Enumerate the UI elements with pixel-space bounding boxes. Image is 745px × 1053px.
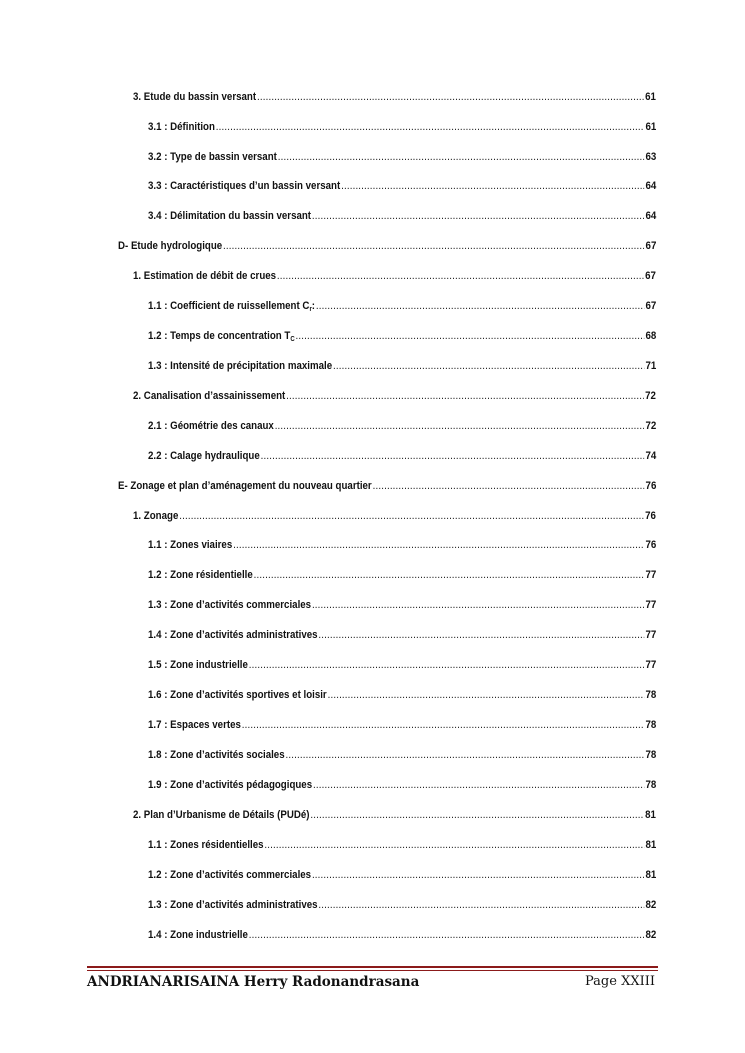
toc-entry-title: 1.8 : Zone d’activités sociales xyxy=(148,749,285,761)
dot-leader xyxy=(179,509,644,523)
toc-entry-page: 76 xyxy=(645,539,657,551)
dot-leader xyxy=(216,120,645,134)
toc-entry-page: 78 xyxy=(645,779,657,791)
dot-leader xyxy=(223,239,645,253)
toc-entry[interactable] xyxy=(148,329,656,347)
toc-entry-page: 82 xyxy=(645,929,657,941)
toc-entry-title: 1.7 : Espaces vertes xyxy=(148,719,241,731)
toc-entry-page: 78 xyxy=(645,719,657,731)
toc-entry-title: 1. Zonage xyxy=(133,510,179,522)
toc-entry-title xyxy=(148,299,315,317)
footer-author: ANDRIANARISAINA Herry Radonandrasana xyxy=(87,974,420,990)
toc-entry-title: 1.2 : Zone résidentielle xyxy=(148,569,253,581)
dot-leader xyxy=(249,658,645,672)
toc-entry-page: 64 xyxy=(645,210,657,222)
toc-entry-page: 77 xyxy=(645,629,657,641)
toc-entry[interactable] xyxy=(148,598,656,612)
toc-entry-page: 77 xyxy=(645,659,657,671)
toc-entry-title: 2.2 : Calage hydraulique xyxy=(148,450,260,462)
toc-entry[interactable] xyxy=(148,868,656,882)
toc-entry[interactable] xyxy=(133,90,656,104)
dot-leader xyxy=(310,808,644,822)
dot-leader xyxy=(296,329,645,343)
toc-entry-title: 2.1 : Géométrie des canaux xyxy=(148,420,274,432)
toc-entry-page: 81 xyxy=(645,809,656,821)
toc-entry-title: 1.1 : Zones résidentielles xyxy=(148,839,264,851)
toc-entry[interactable] xyxy=(148,688,656,702)
toc-entry-title: 1.9 : Zone d’activités pédagogiques xyxy=(148,779,313,791)
toc-entry-page: 61 xyxy=(645,121,657,133)
footer-page-number: Page XXIII xyxy=(585,974,655,989)
dot-leader xyxy=(264,838,644,852)
dot-leader xyxy=(242,718,645,732)
toc-entry-title: 1. Estimation de débit de crues xyxy=(133,270,277,282)
toc-entry-title-text: 1.2 : Temps de concentration T xyxy=(148,330,291,342)
toc-entry-page: 74 xyxy=(645,450,657,462)
toc-entry-title: 1.3 : Intensité de précipitation maximale xyxy=(148,360,333,372)
dot-leader xyxy=(277,269,644,283)
toc-entry[interactable] xyxy=(148,568,656,582)
dot-leader xyxy=(233,538,644,552)
toc-entry[interactable] xyxy=(148,299,656,317)
toc-entry[interactable] xyxy=(118,239,656,253)
toc-entry-title: 1.3 : Zone d’activités administratives xyxy=(148,899,318,911)
footer-divider-thick xyxy=(87,966,658,968)
dot-leader xyxy=(316,299,645,313)
title-suffix: : xyxy=(311,300,316,312)
subscript: r xyxy=(309,306,312,313)
dot-leader xyxy=(318,898,644,912)
dot-leader xyxy=(312,209,645,223)
toc-entry[interactable] xyxy=(148,748,656,762)
dot-leader xyxy=(278,150,645,164)
dot-leader xyxy=(286,389,644,403)
dot-leader xyxy=(373,479,645,493)
toc-entry[interactable] xyxy=(148,209,656,223)
toc-entry[interactable] xyxy=(133,389,656,403)
toc-entry-page: 82 xyxy=(645,899,657,911)
dot-leader xyxy=(261,449,645,463)
toc-entry-page: 61 xyxy=(645,91,656,103)
toc-entry-title: 1.1 : Zones viaires xyxy=(148,539,233,551)
toc-entry-page: 81 xyxy=(645,839,657,851)
dot-leader xyxy=(249,928,645,942)
toc-entry[interactable] xyxy=(148,359,656,373)
toc-entry[interactable] xyxy=(133,509,656,523)
toc-entry-title: 3.2 : Type de bassin versant xyxy=(148,151,277,163)
toc-entry[interactable] xyxy=(148,120,656,134)
toc-entry-page: 77 xyxy=(645,599,657,611)
toc-entry[interactable] xyxy=(118,479,656,493)
toc-entry-title: E- Zonage et plan d’aménagement du nouveau quartier xyxy=(118,480,372,492)
footer-divider-thin xyxy=(87,970,658,971)
toc-entry-page: 67 xyxy=(645,240,657,252)
toc-entry[interactable] xyxy=(148,538,656,552)
toc-entry-title: 1.3 : Zone d’activités commerciales xyxy=(148,599,312,611)
dot-leader xyxy=(341,179,644,193)
toc-entry-title: D- Etude hydrologique xyxy=(118,240,223,252)
toc-entry-page: 67 xyxy=(645,300,657,312)
toc-entry-page: 76 xyxy=(645,480,657,492)
dot-leader xyxy=(312,598,645,612)
dot-leader xyxy=(313,778,645,792)
toc-entry[interactable] xyxy=(148,150,656,164)
toc-entry-page: 78 xyxy=(645,689,657,701)
dot-leader xyxy=(275,419,645,433)
dot-leader xyxy=(328,688,645,702)
toc-entry-page: 67 xyxy=(645,270,656,282)
toc-entry-page: 72 xyxy=(645,390,656,402)
toc-entry-title: 1.4 : Zone industrielle xyxy=(148,929,248,941)
toc-entry-page: 68 xyxy=(645,330,657,342)
toc-entry-title: 1.4 : Zone d’activités administratives xyxy=(148,629,318,641)
toc-entry-page: 64 xyxy=(645,180,657,192)
toc-entry-page: 72 xyxy=(645,420,657,432)
toc-entry-title: 3.3 : Caractéristiques d’un bassin versant xyxy=(148,180,341,192)
toc-entry-page: 63 xyxy=(645,151,657,163)
toc-entry-title-text: 1.1 : Coefficient de ruissellement C xyxy=(148,300,310,312)
toc-entry[interactable] xyxy=(148,928,656,942)
dot-leader xyxy=(333,359,645,373)
subscript: C xyxy=(290,336,295,343)
toc-entry[interactable] xyxy=(133,269,656,283)
dot-leader xyxy=(285,748,644,762)
toc-entry-title: 3. Etude du bassin versant xyxy=(133,91,257,103)
toc-entry-title: 3.4 : Délimitation du bassin versant xyxy=(148,210,312,222)
dot-leader xyxy=(254,568,645,582)
toc-entry[interactable] xyxy=(133,808,656,822)
dot-leader xyxy=(318,628,644,642)
toc-entry-page: 71 xyxy=(645,360,657,372)
toc-entry-title: 1.6 : Zone d’activités sportives et loisir xyxy=(148,689,327,701)
toc-entry-title: 3.1 : Définition xyxy=(148,121,215,133)
toc-entry[interactable] xyxy=(148,658,656,672)
toc-entry-page: 77 xyxy=(645,569,657,581)
toc-entry[interactable] xyxy=(148,419,656,433)
toc-entry-title: 1.2 : Zone d’activités commerciales xyxy=(148,869,312,881)
toc-entry-page: 81 xyxy=(645,869,657,881)
toc-entry[interactable] xyxy=(148,838,656,852)
toc-entry[interactable] xyxy=(148,449,656,463)
dot-leader xyxy=(257,90,644,104)
toc-entry-page: 78 xyxy=(645,749,657,761)
toc-entry-title: 1.5 : Zone industrielle xyxy=(148,659,248,671)
toc-entry-page: 76 xyxy=(645,510,656,522)
toc-entry[interactable] xyxy=(148,179,656,193)
toc-entry-title: 2. Plan d’Urbanisme de Détails (PUDé) xyxy=(133,809,310,821)
toc-entry[interactable] xyxy=(148,778,656,792)
toc-entry-title xyxy=(148,329,295,347)
toc-entry[interactable] xyxy=(148,898,656,912)
toc-entry[interactable] xyxy=(148,718,656,732)
toc-entry-title: 2. Canalisation d’assainissement xyxy=(133,390,286,402)
dot-leader xyxy=(312,868,645,882)
toc-entry[interactable] xyxy=(148,628,656,642)
